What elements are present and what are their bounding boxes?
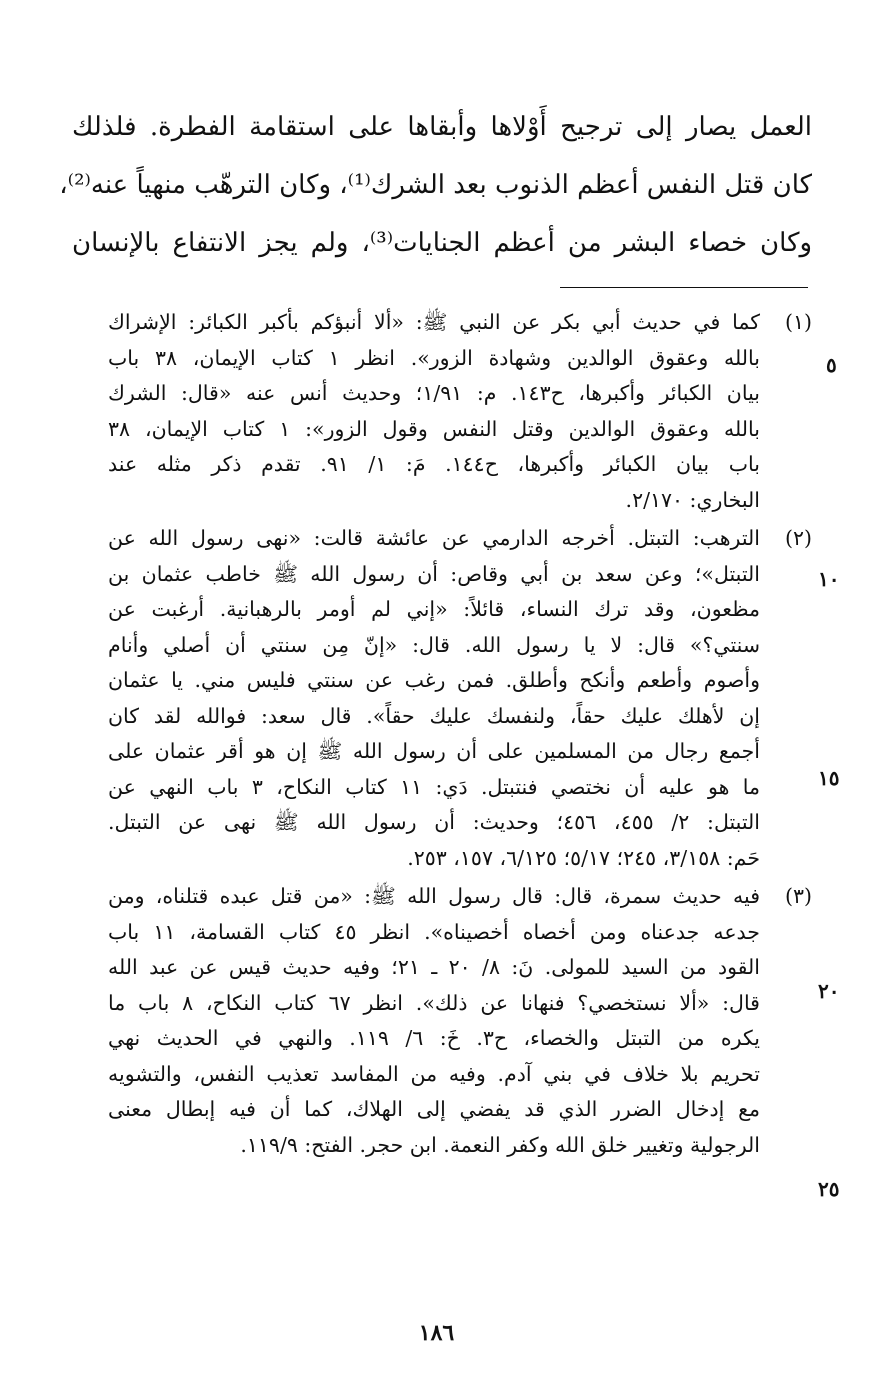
page-number: ١٨٦ — [418, 1320, 455, 1346]
footnote-line: التبتل»؛ وعن سعد بن أبي وقاص: أن رسول الله ﷺ خاطب عثمان بن — [108, 561, 760, 586]
footnote-line: تحريم بلا خلاف في بني آدم. وفيه من المفاسد تعذيب النفس، والتشويه — [108, 1061, 760, 1086]
footnote-line: حَم: ٣/١٥٨، ٢٤٥؛ ٥/١٧؛ ٦/١٢٥، ١٥٧، ٢٥٣. — [407, 845, 760, 870]
footnote-line: البخاري: ٢/١٧٠. — [625, 487, 760, 512]
line-number-5: ٥ — [826, 353, 837, 377]
footnote-number: (٢) — [784, 526, 812, 550]
footnote-line: بيان الكبائر وأكبرها، ح١٤٣. م: ١/٩١؛ وحديث أنس عنه «قال: الشرك — [108, 381, 760, 405]
footnote-line: الترهب: التبتل. أخرجه الدارمي عن عائشة قالت: «نهى رسول الله عن — [108, 526, 760, 550]
footnote-line: بالله وعقوق الوالدين وشهادة الزور». انظر ١ كتاب الإيمان، ٣٨ باب — [108, 345, 760, 370]
main-text-line: العمل يصار إلى ترجيح أَوْلاها وأبقاها على استقامة الفطرة. فلذلك — [72, 112, 812, 142]
footnotes — [108, 305, 812, 1166]
line-number-10: ١٠ — [818, 567, 840, 591]
footnote-line: الرجولية وتغيير خلق الله وكفر النعمة. ابن حجر. الفتح: ١١٩/٩. — [240, 1132, 760, 1157]
line-number-20: ٢٠ — [818, 979, 840, 1003]
line-number-25: ٢٥ — [818, 1177, 840, 1201]
footnote-line: جدعه جدعناه ومن أخصاه أخصيناه». انظر ٤٥ كتاب القسامة، ١١ باب — [108, 919, 760, 944]
footnote-line: القود من السيد للمولى. نَ: ٨/ ٢٠ ـ ٢١؛ وفيه حديث قيس عن عبد الله — [108, 955, 760, 979]
footnote-2 — [108, 521, 812, 876]
footnote-separator — [560, 287, 808, 288]
line-number-15: ١٥ — [818, 766, 840, 790]
footnote-line: مظعون، وقد ترك النساء، قائلاً: «إني لم أومر بالرهبانية. أرغبت عن — [108, 597, 760, 621]
footnote-line: يكره من التبتل والخصاء، ح٣. خَ: ٦/ ١١٩. والنهي في الحديث نهي — [108, 1026, 760, 1050]
footnote-line: التبتل: ٢/ ٤٥٥، ٤٥٦؛ وحديث: أن رسول الله ﷺ نهى عن التبتل. — [108, 810, 760, 834]
footnote-line: سنتي؟» قال: لا يا رسول الله. قال: «إنّ مِن سنتي أن أصلي وأنام — [108, 632, 760, 657]
footnote-3 — [108, 879, 812, 1163]
footnote-line: ما هو عليه أن نختصي فنتبتل. دَي: ١١ كتاب النكاح، ٣ باب النهي عن — [108, 774, 760, 799]
footnote-line: أجمع رجال من المسلمين على أن رسول الله ﷺ إن هو أقر عثمان على — [108, 739, 760, 763]
footnote-line: كما في حديث أبي بكر عن النبي ﷺ: «ألا أنبؤكم بأكبر الكبائر: الإشراك — [108, 310, 760, 334]
footnote-number: (٣) — [784, 884, 812, 908]
footnote-number: (١) — [784, 310, 812, 334]
footnote-line: وأصوم وأطعم وأنكح وأطلق. فمن رغب عن سنتي فليس مني. يا عثمان — [108, 668, 760, 692]
footnote-line: مع إدخال الضرر الذي قد يفضي إلى الهلاك، كما أن فيه إبطال معنى — [108, 1097, 760, 1121]
footnote-line: إن لأهلك عليك حقاً، ولنفسك عليك حقاً». قال سعد: فوالله لقد كان — [108, 703, 760, 728]
footnote-line: فيه حديث سمرة، قال: قال رسول الله ﷺ: «من قتل عبده قتلناه، ومن — [108, 884, 760, 908]
footnote-line: بالله وعقوق الوالدين وقتل النفس وقول الزور»: ١ كتاب الإيمان، ٣٨ — [108, 416, 760, 441]
main-text-line: وكان خصاء البشر من أعظم الجنايات⁽³⁾، ولم يجز الانتفاع بالإنسان — [72, 228, 813, 258]
main-text — [59, 98, 813, 272]
main-text-line: كان قتل النفس أعظم الذنوب بعد الشرك⁽¹⁾، وكان الترهّب منهياً عنه⁽²⁾، — [59, 170, 812, 200]
footnote-line: باب بيان الكبائر وأكبرها، ح١٤٤. مَ: ١/ ٩١. تقدم ذكر مثله عند — [108, 452, 760, 476]
footnote-1 — [108, 305, 812, 518]
footnote-line: قال: «ألا نستخصي؟ فنهانا عن ذلك». انظر ٦٧ كتاب النكاح، ٨ باب ما — [108, 990, 760, 1015]
